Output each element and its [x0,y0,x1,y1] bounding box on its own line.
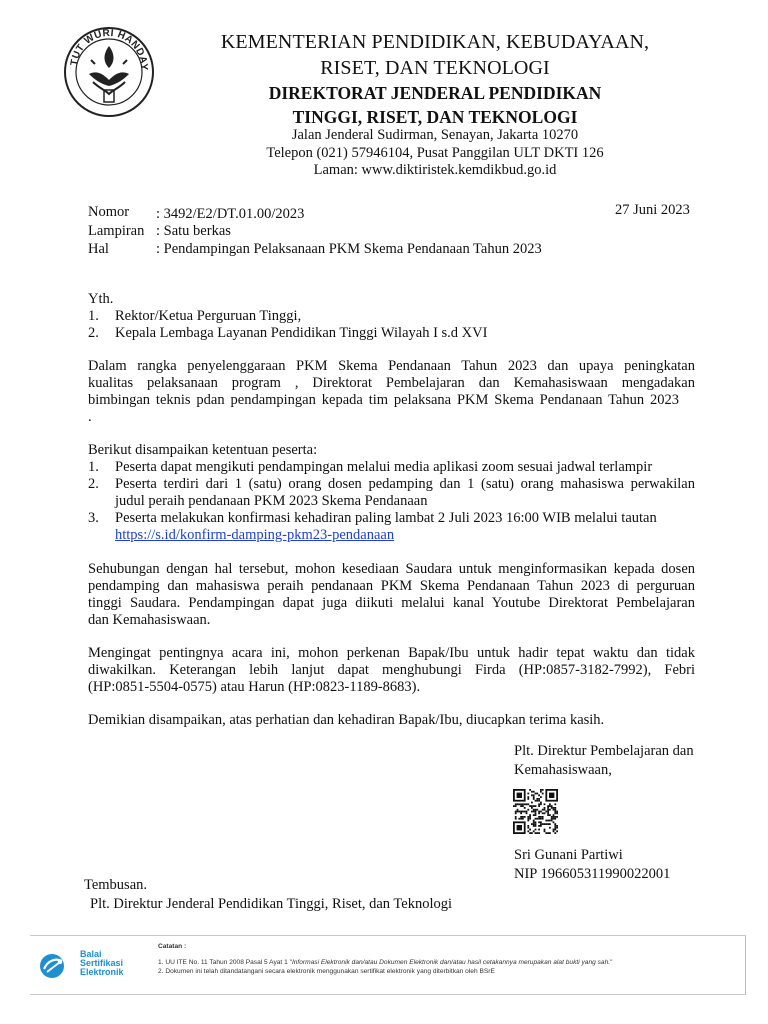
ministry-name-line1: KEMENTERIAN PENDIDIKAN, KEBUDAYAAN, [220,31,650,53]
provision-3-line1: Peserta melakukan konfirmasi kehadiran paling lambat 2 Juli 2023 16:00 WIB melalui tautan [115,510,657,526]
lampiran-value: : Satu berkas [156,223,231,239]
hal-value: : Pendampingan Pelaksanaan PKM Skema Pendanaan Tahun 2023 [156,241,542,257]
para3-line3: (HP:0851-5504-0575) atau Harun (HP:0823-1189-8683). [88,679,421,695]
para1-line4: . [88,409,92,425]
signatory-title-line2: Kemahasiswaan, [514,762,612,778]
signatory-nip: NIP 196605311990022001 [514,866,671,882]
ministry-name-line2: RISET, DAN TEKNOLOGI [320,57,550,79]
para1-line2: kualitas pelaksanaan program , Direktorat Pembelajaran dan Kemahasiswaan mengadakan [88,375,695,391]
yth-label: Yth. [88,291,114,307]
header-website: Laman: www.diktiristek.kemdikbud.go.id [313,162,557,178]
provision-1-text: Peserta dapat mengikuti pendampingan melalui media aplikasi zoom sesuai jadwal terlampir [115,459,653,475]
para2-line2: pendamping dan mahasiswa peraih pendanaan PKM Skema Pendanaan Tahun 2023 di perguruan [88,578,695,594]
footer-note-2: 2. Dokumen ini telah ditandatangani secara elektronik menggunakan sertifikat elektronik yang diterbitkan oleh BSrE [158,968,495,975]
recipient-2-num: 2. [88,325,99,341]
para3-line1: Mengingat pentingnya acara ini, mohon perkenan Bapak/Ibu untuk hadir tepat waktu dan tidak [88,645,695,661]
para3-line2: diwakilkan. Keterangan lebih lanjut dapat menghubungi Firda (HP:0857-3182-7992), Febri [88,662,695,678]
signatory-title-line1: Plt. Direktur Pembelajaran dan [514,743,694,759]
provision-1-num: 1. [88,459,99,475]
closing-sentence: Demikian disampaikan, atas perhatian dan kehadiran Bapak/Ibu, diucapkan terima kasih. [88,712,605,728]
header-address: Jalan Jenderal Sudirman, Senayan, Jakarta 10270 [291,127,579,143]
header-phone: Telepon (021) 57946104, Pusat Panggilan ULT DKTI 126 [266,145,604,161]
provision-2-num: 2. [88,476,99,492]
tembusan-item: Plt. Direktur Jenderal Pendidikan Tinggi, Riset, dan Teknologi [90,896,453,912]
qr-code [513,789,558,834]
nomor-value: : 3492/E2/DT.01.00/2023 [156,206,305,222]
provision-2-line2: judul peraih pendanaan PKM 2023 Skema Pendanaan [115,493,428,509]
letter-date: 27 Juni 2023 [615,202,690,218]
recipient-2-text: Kepala Lembaga Layanan Pendidikan Tinggi Wilayah I s.d XVI [115,325,488,341]
hal-label: Hal [88,241,109,257]
provision-2-line1: Peserta terdiri dari 1 (satu) orang dosen pedamping dan 1 (satu) orang mahasiswa perwakilan [115,476,695,492]
directorate-name-line1: DIREKTORAT JENDERAL PENDIDIKAN [268,83,602,103]
recipient-1-text: Rektor/Ketua Perguruan Tinggi, [115,308,302,324]
provision-3-num: 3. [88,510,99,526]
provisions-intro: Berikut disampaikan ketentuan peserta: [88,442,318,458]
para2-line3: tinggi Saudara. Pendampingan dapat juga diikuti melalui kanal Youtube Direktorat Pembelajaran [88,595,695,611]
bsre-text-line1: Balai [80,949,102,959]
confirmation-link[interactable]: https://s.id/konfirm-damping-pkm23-pendanaan [115,527,395,543]
recipient-1-num: 1. [88,308,99,324]
para1-line3: bimbingan teknis pdan pendampingan kepada tim pelaksana PKM Skema Pendanaan Tahun 2023 [88,392,679,408]
svg-text:TUT WURI HANDAYANI: TUT WURI HANDAY [69,27,150,71]
para1-line1: Dalam rangka penyelenggaraan PKM Skema Pendanaan Tahun 2023 dan upaya peningkatan [88,358,695,374]
signatory-name: Sri Gunani Partiwi [514,847,623,863]
tembusan-label: Tembusan. [84,877,148,893]
para2-line4: dan Kemahasiswaan. [88,612,211,628]
bsre-text-line3: Elektronik [80,967,124,977]
footer-note-1-prefix: 1. UU ITE No. 11 Tahun 2008 Pasal 5 Ayat 1 " [158,959,292,966]
directorate-name-line2: TINGGI, RISET, DAN TEKNOLOGI [292,107,578,127]
tut-wuri-handayani-logo [63,24,155,120]
para2-line1: Sehubungan dengan hal tersebut, mohon kesediaan Saudara untuk menginformasikan kepada dosen [88,561,695,577]
bsre-logo-icon [38,950,78,980]
footer-note-1-quote: Informasi Elektronik dan/atau Dokumen Elektronik dan/atau hasil cetakannya merupakan alat bukti yang sah. [291,959,611,966]
nomor-label: Nomor [88,204,130,220]
footer-note-1-suffix: " [610,959,613,966]
lampiran-label: Lampiran [88,223,145,239]
footer-catatan-label: Catatan : [158,943,187,950]
bsre-text-line2: Sertifikasi [80,958,124,968]
footer-note-1 [158,958,612,967]
